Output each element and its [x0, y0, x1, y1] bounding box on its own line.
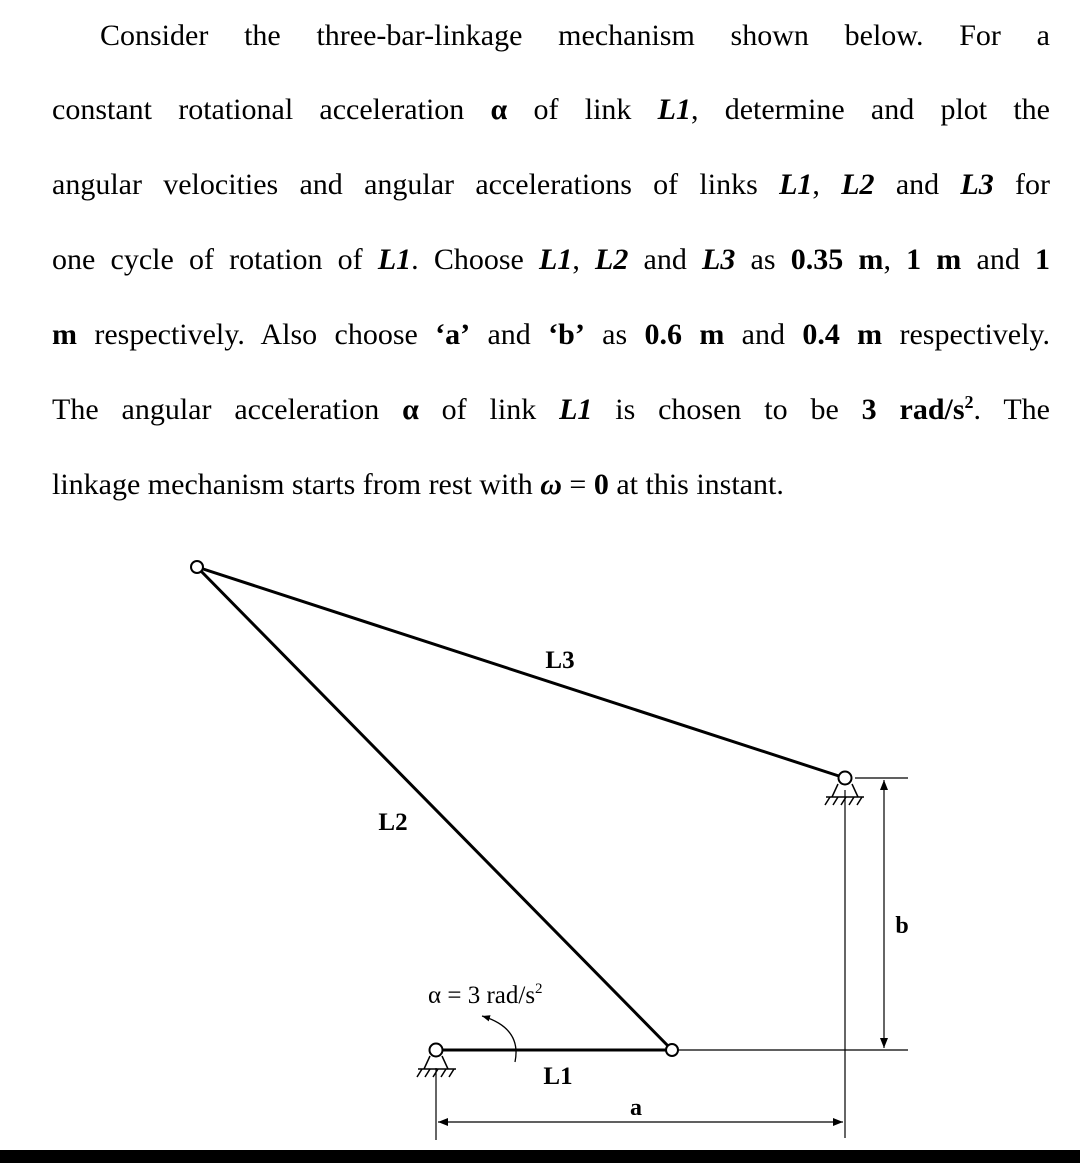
text-span: . The [973, 393, 1050, 426]
text-span: at this instant. [608, 468, 784, 501]
text-span: for [993, 168, 1051, 201]
text-span: . Choose [411, 243, 540, 276]
text-span: linkage mechanism starts from rest with [52, 468, 541, 501]
text-span: respectively. Also choose [77, 318, 436, 351]
bottom-black-bar [0, 1150, 1080, 1163]
pin-l1-l2 [666, 1044, 678, 1056]
text-span: constant rotational acceleration [52, 93, 491, 126]
text-span: and [628, 243, 703, 276]
text-span: as [735, 243, 791, 276]
label-alpha-sup: 2 [535, 981, 543, 997]
pin-l2-l3 [191, 561, 203, 573]
text-span: , determine and plot the [690, 93, 1050, 126]
link-l3 [197, 567, 845, 778]
pin-ground-left [430, 1044, 443, 1057]
text-span: of link [507, 93, 658, 126]
text-span: = [561, 468, 594, 501]
text-span: as [584, 318, 645, 351]
value-a: 0.6 m [644, 318, 725, 351]
value-l3-length: 1 [1035, 243, 1050, 276]
var-a-ref: ‘a’ [435, 318, 471, 351]
link-l1-ref: L1 [377, 243, 412, 276]
value-omega: 0 [593, 468, 609, 501]
alpha-symbol: α [490, 93, 508, 126]
label-l3: L3 [545, 647, 575, 674]
label-alpha [428, 981, 543, 1009]
text-span: The angular acceleration [52, 393, 403, 426]
links [197, 567, 845, 1050]
value-l2-length: 1 m [906, 243, 962, 276]
problem-line-1-text: Consider the three-bar-linkage mechanism shown below. For a [100, 19, 1050, 52]
text-span: , [883, 243, 907, 276]
text-span: is chosen to be [592, 393, 862, 426]
text-span: one cycle of rotation of [52, 243, 378, 276]
pin-ground-right [839, 772, 852, 785]
text-span: and [961, 243, 1035, 276]
value-b: 0.4 m [802, 318, 883, 351]
link-l2-ref: L2 [841, 168, 875, 201]
label-b: b [895, 913, 909, 939]
link-l1-ref: L1 [559, 393, 593, 426]
reference-lines [436, 778, 908, 1140]
value-l1-length: 0.35 m [790, 243, 884, 276]
value-unit: m [52, 318, 77, 351]
text-span: , [812, 168, 842, 201]
text-span: and [724, 318, 803, 351]
omega-symbol: ω [540, 468, 562, 501]
superscript: 2 [964, 392, 974, 412]
link-l3-ref: L3 [960, 168, 994, 201]
link-l3-ref: L3 [702, 243, 736, 276]
link-l1-ref: L1 [539, 243, 573, 276]
label-l2: L2 [378, 809, 408, 836]
link-l1-ref: L1 [779, 168, 813, 201]
label-l1: L1 [543, 1063, 573, 1090]
text-span: , [572, 243, 596, 276]
text-span: and [470, 318, 549, 351]
text-span: respectively. [882, 318, 1050, 351]
alpha-symbol: α [402, 393, 419, 426]
link-l2 [197, 567, 672, 1050]
label-a: a [630, 1095, 642, 1121]
text-span: angular velocities and angular accelerations of links [52, 168, 780, 201]
value-alpha-number: 3 rad/s [861, 393, 965, 426]
text-span: of link [418, 393, 560, 426]
link-l2-ref: L2 [595, 243, 629, 276]
rotation-arrow-icon [482, 1016, 516, 1062]
label-alpha-text: α = 3 rad/s [428, 982, 536, 1009]
text-span: and [874, 168, 961, 201]
link-l1-ref: L1 [657, 93, 691, 126]
var-b-ref: ‘b’ [548, 318, 585, 351]
